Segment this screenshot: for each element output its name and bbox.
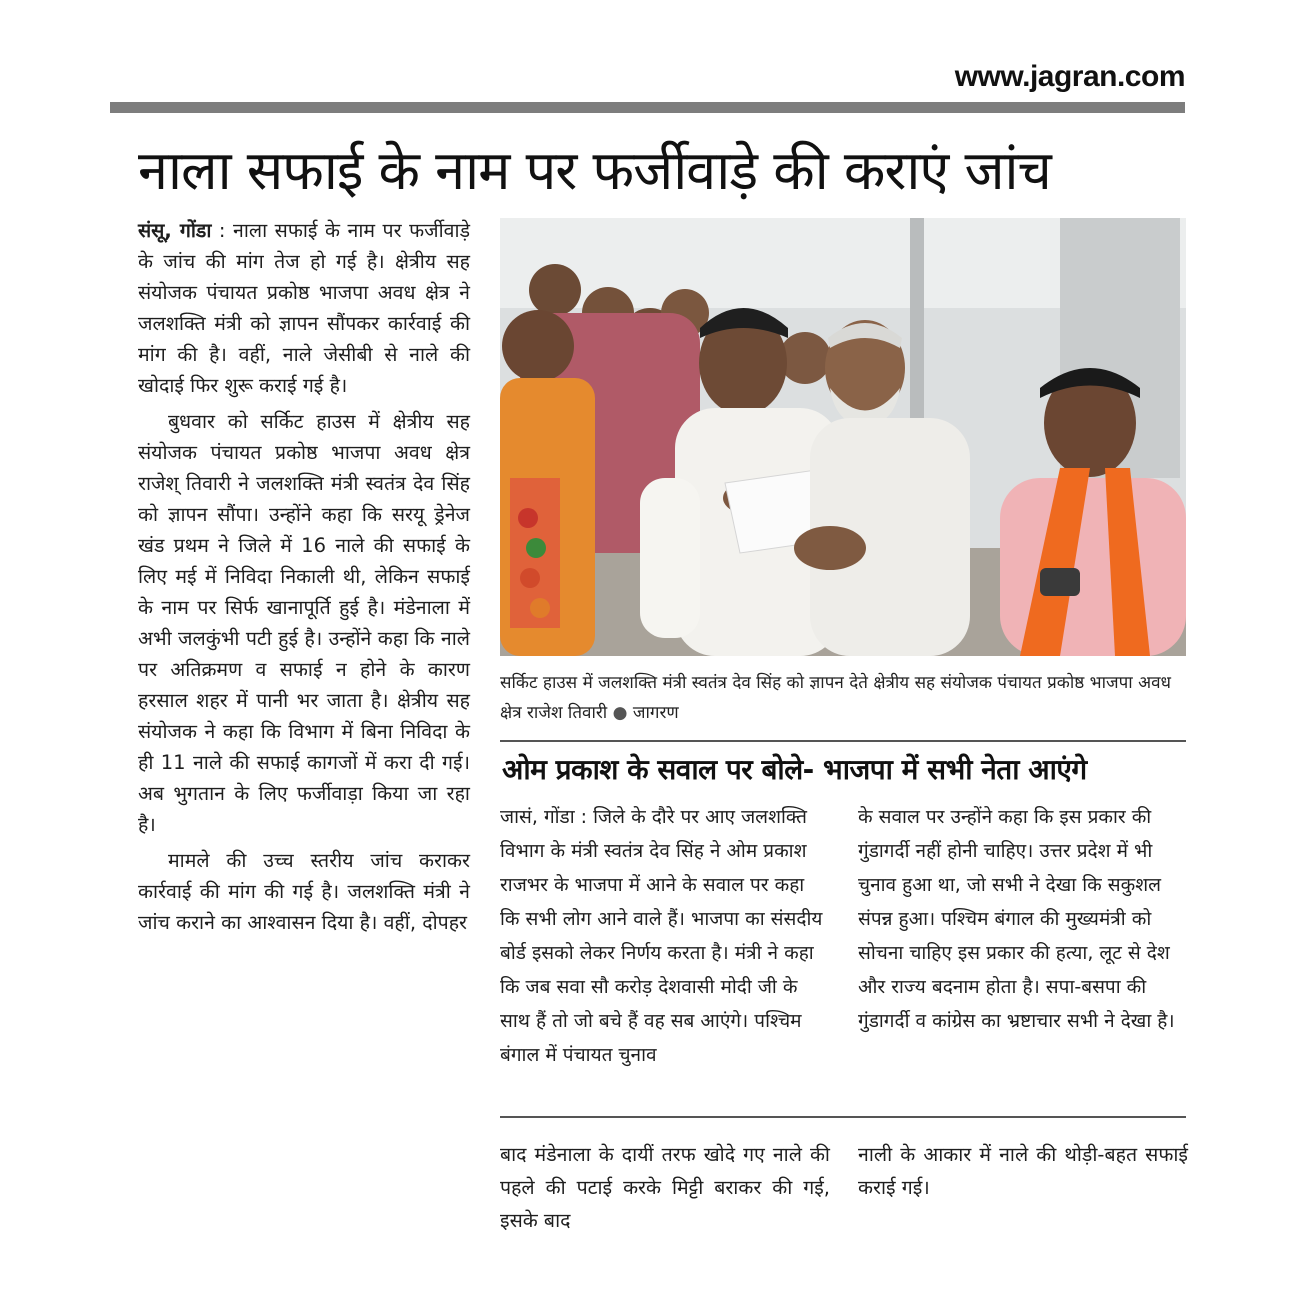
main-story-paragraph xyxy=(138,215,470,401)
sub-story-text: के सवाल पर उन्होंने कहा कि इस प्रकार की गुंडागर्दी नहीं होनी चाहिए। उत्तर प्रदेश में भी चुनाव हुआ था, जो सभी ने देखा कि सकुशल संपन्न हुआ। पश्चिम बंगाल की मुख्यमंत्री को सोचना चाहिए इस प्रकार की हत्या, लूट से देश और राज्य बदनाम होता है। सपा-बसपा की गुंडागर्दी व कांग्रेस का भ्रष्टाचार सभी ने देखा है। xyxy=(858,806,1175,1032)
byline: संसू, गोंडा xyxy=(138,219,212,242)
byline-separator: : xyxy=(211,219,233,242)
masthead-url: www.jagran.com xyxy=(954,60,1185,93)
sub-story-column-2 xyxy=(858,800,1183,1038)
sub-story-column-1 xyxy=(500,800,825,1072)
main-story-continuation-1 xyxy=(500,1138,830,1237)
photo-credit: जागरण xyxy=(632,703,679,723)
headline: नाला सफाई के नाम पर फर्जीवाड़े की कराएं जांच xyxy=(138,139,1051,202)
masthead-rule xyxy=(110,102,1185,113)
news-photo xyxy=(500,218,1186,656)
main-story-paragraph: मामले की उच्च स्तरीय जांच कराकर कार्रवाई की मांग की गई है। जलशक्ति मंत्री ने जांच कराने का आश्वासन दिया है। वहीं, दोपहर xyxy=(138,849,470,934)
continuation-text: बाद मंडेनाला के दायीं तरफ खोदे गए नाले की पहले की पटाई करके मिट्टी बराकर की गई, इसके बाद xyxy=(500,1143,830,1232)
continuation-text: नाली के आकार में नाले की थोड़ी-बहत सफाई कराई गई। xyxy=(858,1143,1188,1199)
main-story-column xyxy=(138,215,470,943)
photo-caption xyxy=(500,668,1186,728)
main-story-continuation-2 xyxy=(858,1138,1188,1204)
section-divider xyxy=(500,1116,1186,1118)
section-divider xyxy=(500,740,1186,742)
newspaper-clipping xyxy=(110,60,1188,1250)
sub-headline: ओम प्रकाश के सवाल पर बोले- भाजपा में सभी नेता आएंगे xyxy=(502,753,1087,786)
main-story-paragraph: बुधवार को सर्किट हाउस में क्षेत्रीय सह संयोजक पंचायत प्रकोष्ठ भाजपा अवध क्षेत्र राजेश् तिवारी ने जलशक्ति मंत्री स्वतंत्र देव सिंह को ज्ञापन सौंपा। उन्होंने कहा कि सरयू ड्रेनेज खंड प्रथम ने जिले में 16 नाले की सफाई के लिए मई में निविदा निकाली थी, लेकिन सफाई के नाम पर सिर्फ खानापूर्ति हुई है। मंडेनाला में अभी जलकुंभी पटी हुई है। उन्होंने कहा कि नाले पर अतिक्रमण व सफाई न होने के कारण हरसाल शहर में पानी भर जाता है। क्षेत्रीय सह संयोजक ने कहा कि विभाग में बिना निविदा के ही 11 नाले की सफाई कागजों में करा दी गई। अब भुगतान के लिए फर्जीवाड़ा किया जा रहा है। xyxy=(138,410,470,836)
photo-illustration xyxy=(500,218,1186,656)
bullet-icon: ● xyxy=(612,703,633,723)
caption-text: सर्किट हाउस में जलशक्ति मंत्री स्वतंत्र देव सिंह को ज्ञापन देते क्षेत्रीय सह संयोजक पंचायत प्रकोष्ठ भाजपा अवध क्षेत्र राजेश तिवारी xyxy=(500,673,1172,723)
main-story-text: नाला सफाई के नाम पर फर्जीवाड़े के जांच की मांग तेज हो गई है। क्षेत्रीय सह संयोजक पंचायत प्रकोष्ठ भाजपा अवध क्षेत्र ने जलशक्ति मंत्री को ज्ञापन सौंपकर कार्रवाई की मांग की है। वहीं, नाले जेसीबी से नाले की खोदाई फिर शुरू कराई गई है। xyxy=(138,219,471,397)
sub-story-text: जासं, गोंडा : जिले के दौरे पर आए जलशक्ति विभाग के मंत्री स्वतंत्र देव सिंह ने ओम प्रकाश राजभर के भाजपा में आने के सवाल पर कहा कि सभी लोग आने वाले हैं। भाजपा का संसदीय बोर्ड इसको लेकर निर्णय करता है। मंत्री ने कहा कि जब सवा सौ करोड़ देशवासी मोदी जी के साथ हैं तो जो बचे हैं वह सब आएंगे। पश्चिम बंगाल में पंचायत चुनाव xyxy=(500,806,823,1066)
